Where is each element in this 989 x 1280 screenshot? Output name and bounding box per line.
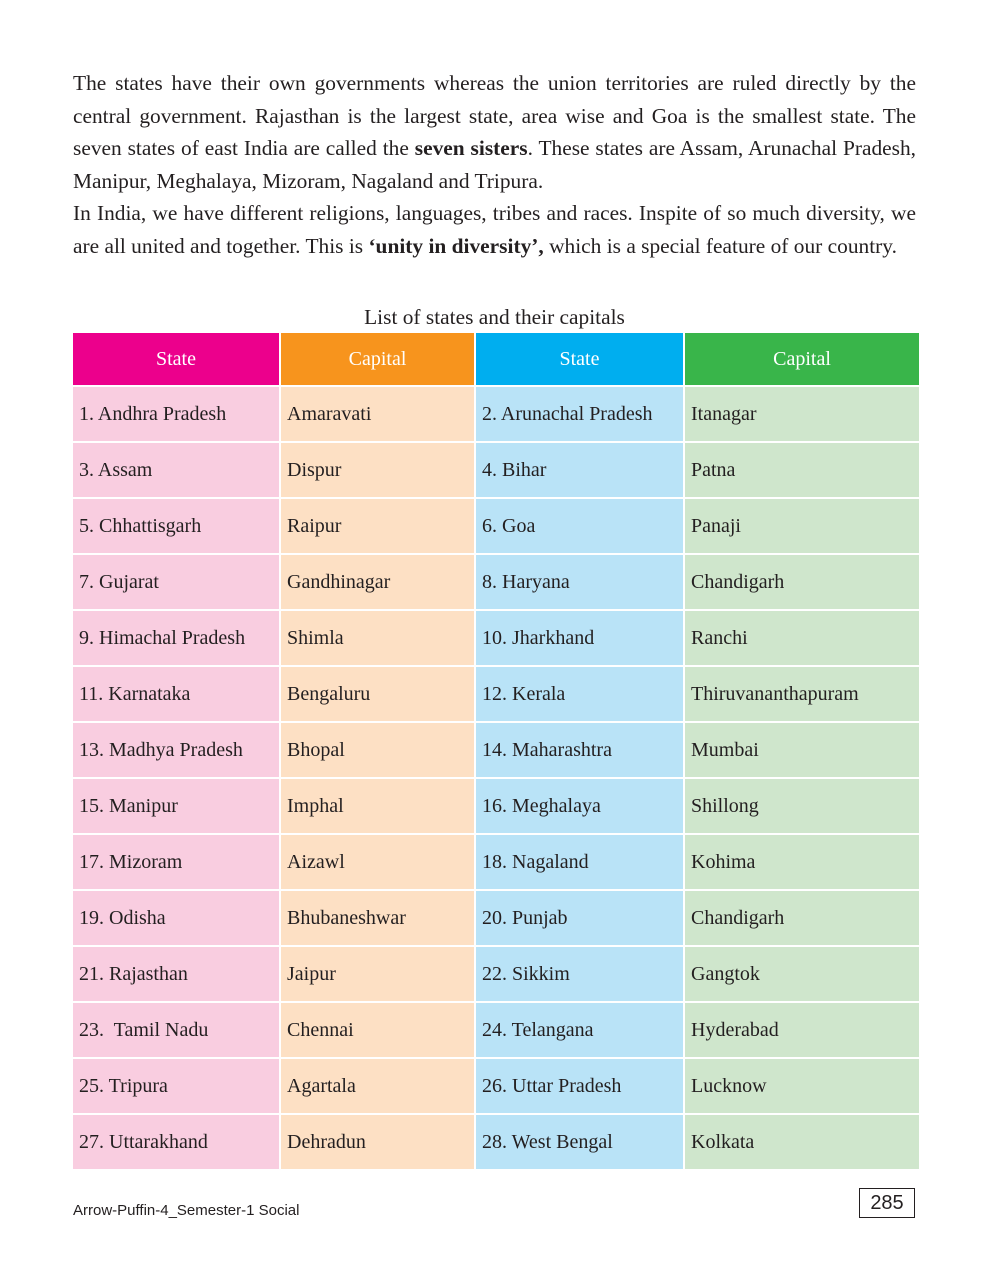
table-row: [73, 499, 919, 553]
cell-state: 4. Bihar: [476, 443, 683, 497]
cell-state: 9. Himachal Pradesh: [73, 611, 279, 665]
cell-capital: Hyderabad: [685, 1003, 919, 1057]
table-row: [73, 723, 919, 777]
bold-term-seven-sisters: seven sisters: [414, 136, 528, 160]
table-caption: List of states and their capitals: [364, 305, 625, 329]
paragraph-text: . These states are Assam, Arunachal Pradesh, Manipur, Meghalaya, Mizoram, Nagaland and Tripura.: [73, 136, 917, 193]
states-capitals-table: [71, 331, 921, 1171]
cell-capital: Chandigarh: [685, 891, 919, 945]
table-row: [73, 667, 919, 721]
cell-state: 7. Gujarat: [73, 555, 279, 609]
table-row: [73, 1003, 919, 1057]
paragraph-text: The states have their own governments whereas the union territories are ruled directly by the central government. Rajasthan is the largest state, area wise and Goa is the smallest state. The seven states of east India are called the: [73, 71, 916, 160]
paragraph-text: In India, we have different religions, languages, tribes and races. Inspite of so much diversity, we are all united and together. This is: [73, 201, 916, 258]
cell-capital: Gandhinagar: [281, 555, 474, 609]
cell-capital: Dispur: [281, 443, 474, 497]
table-row: [73, 443, 919, 497]
cell-state: 27. Uttarakhand: [73, 1115, 279, 1169]
table-header-row: [73, 333, 919, 385]
cell-capital: Shimla: [281, 611, 474, 665]
cell-capital: Thiruvananthapuram: [685, 667, 919, 721]
cell-state: 15. Manipur: [73, 779, 279, 833]
cell-state: 18. Nagaland: [476, 835, 683, 889]
header-capital: Capital: [685, 333, 919, 385]
table-row: [73, 891, 919, 945]
table-row: [73, 835, 919, 889]
cell-state: 2. Arunachal Pradesh: [476, 387, 683, 441]
cell-capital: Agartala: [281, 1059, 474, 1113]
cell-state: 21. Rajasthan: [73, 947, 279, 1001]
cell-state: 1. Andhra Pradesh: [73, 387, 279, 441]
cell-capital: Chennai: [281, 1003, 474, 1057]
cell-capital: Bhubaneshwar: [281, 891, 474, 945]
bold-term-unity-in-diversity: ‘unity in diversity’,: [368, 233, 544, 258]
cell-capital: Chandigarh: [685, 555, 919, 609]
table-row: [73, 1059, 919, 1113]
cell-state: 28. West Bengal: [476, 1115, 683, 1169]
table-row: [73, 611, 919, 665]
cell-state: 5. Chhattisgarh: [73, 499, 279, 553]
cell-capital: Amaravati: [281, 387, 474, 441]
header-capital: Capital: [281, 333, 474, 385]
cell-state: 13. Madhya Pradesh: [73, 723, 279, 777]
cell-capital: Mumbai: [685, 723, 919, 777]
cell-state: 16. Meghalaya: [476, 779, 683, 833]
cell-capital: Panaji: [685, 499, 919, 553]
cell-state: 20. Punjab: [476, 891, 683, 945]
cell-state: 11. Karnataka: [73, 667, 279, 721]
table-row: [73, 779, 919, 833]
cell-capital: Gangtok: [685, 947, 919, 1001]
cell-capital: Patna: [685, 443, 919, 497]
cell-capital: Raipur: [281, 499, 474, 553]
cell-state: 12. Kerala: [476, 667, 683, 721]
cell-state: 19. Odisha: [73, 891, 279, 945]
page-number: 285: [859, 1188, 915, 1218]
header-state: State: [73, 333, 279, 385]
cell-state: 3. Assam: [73, 443, 279, 497]
cell-capital: Lucknow: [685, 1059, 919, 1113]
cell-capital: Imphal: [281, 779, 474, 833]
cell-state: 17. Mizoram: [73, 835, 279, 889]
cell-capital: Kolkata: [685, 1115, 919, 1169]
cell-capital: Kohima: [685, 835, 919, 889]
cell-state: 25. Tripura: [73, 1059, 279, 1113]
cell-capital: Bhopal: [281, 723, 474, 777]
cell-state: 24. Telangana: [476, 1003, 683, 1057]
paragraph-unity: [73, 197, 916, 262]
cell-state: 14. Maharashtra: [476, 723, 683, 777]
book-title: Arrow-Puffin-4_Semester-1 Social: [73, 1202, 300, 1219]
cell-state: 10. Jharkhand: [476, 611, 683, 665]
cell-capital: Dehradun: [281, 1115, 474, 1169]
table-row: [73, 555, 919, 609]
table-row: [73, 1115, 919, 1169]
cell-state: 22. Sikkim: [476, 947, 683, 1001]
cell-capital: Itanagar: [685, 387, 919, 441]
cell-capital: Shillong: [685, 779, 919, 833]
table-row: [73, 947, 919, 1001]
cell-state: 26. Uttar Pradesh: [476, 1059, 683, 1113]
cell-state: 6. Goa: [476, 499, 683, 553]
cell-capital: Ranchi: [685, 611, 919, 665]
header-state: State: [476, 333, 683, 385]
cell-state: 23. Tamil Nadu: [73, 1003, 279, 1057]
paragraph-governments: [73, 67, 916, 197]
cell-capital: Jaipur: [281, 947, 474, 1001]
body-text: [73, 67, 916, 262]
paragraph-text: which is a special feature of our country.: [543, 233, 897, 258]
table-row: [73, 387, 919, 441]
cell-state: 8. Haryana: [476, 555, 683, 609]
cell-capital: Bengaluru: [281, 667, 474, 721]
cell-capital: Aizawl: [281, 835, 474, 889]
table-body: [73, 387, 919, 1169]
